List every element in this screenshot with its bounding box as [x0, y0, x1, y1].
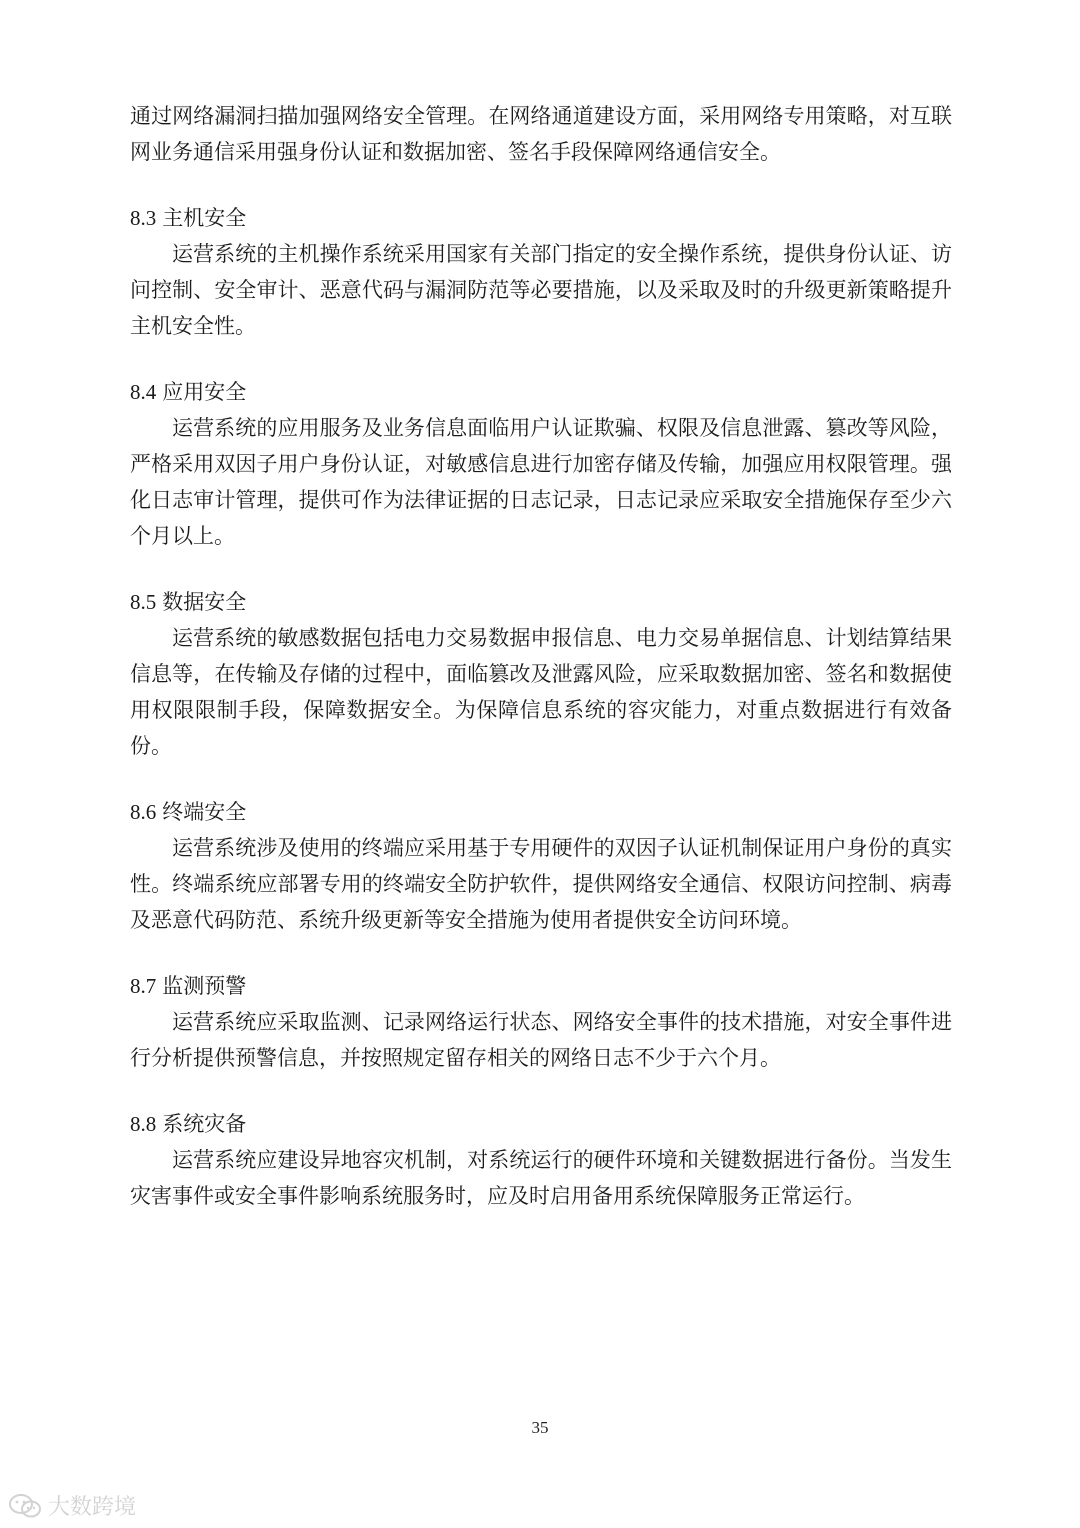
section-title: 系统灾备 — [162, 1112, 247, 1136]
wechat-logo-icon — [8, 1493, 42, 1519]
section-number: 8.6 — [130, 800, 157, 824]
section-title: 数据安全 — [162, 590, 247, 614]
watermark — [8, 1490, 136, 1521]
section-heading — [130, 584, 952, 620]
watermark-text: 大数跨境 — [48, 1495, 137, 1520]
section-title: 监测预警 — [162, 974, 247, 998]
document-page — [130, 98, 952, 1214]
intro-paragraph: 通过网络漏洞扫描加强网络安全管理。在网络通道建设方面，采用网络专用策略，对互联网业务通信采用强身份认证和数据加密、签名手段保障网络通信安全。 — [130, 104, 952, 164]
section-8-6 — [130, 794, 952, 938]
section-heading — [130, 374, 952, 410]
section-heading — [130, 794, 952, 830]
section-title: 终端安全 — [162, 800, 247, 824]
section-8-5 — [130, 584, 952, 764]
section-heading — [130, 968, 952, 1004]
section-number: 8.7 — [130, 974, 157, 998]
section-number: 8.3 — [130, 206, 157, 230]
section-heading — [130, 1106, 952, 1142]
section-body: 运营系统涉及使用的终端应采用基于专用硬件的双因子认证机制保证用户身份的真实性。终端系统应部署专用的终端安全防护软件，提供网络安全通信、权限访问控制、病毒及恶意代码防范、系统升级更新等安全措施为使用者提供安全访问环境。 — [130, 836, 952, 932]
section-body: 运营系统的主机操作系统采用国家有关部门指定的安全操作系统，提供身份认证、访问控制、安全审计、恶意代码与漏洞防范等必要措施，以及采取及时的升级更新策略提升主机安全性。 — [130, 242, 952, 338]
section-heading — [130, 200, 952, 236]
page-number: 35 — [531, 1418, 549, 1437]
section-number: 8.4 — [130, 380, 157, 404]
section-number: 8.8 — [130, 1112, 157, 1136]
section-8-3 — [130, 200, 952, 344]
section-8-7 — [130, 968, 952, 1076]
section-title: 主机安全 — [162, 206, 247, 230]
section-body: 运营系统应建设异地容灾机制，对系统运行的硬件环境和关键数据进行备份。当发生灾害事件或安全事件影响系统服务时，应及时启用备用系统保障服务正常运行。 — [130, 1148, 952, 1208]
section-title: 应用安全 — [162, 380, 247, 404]
section-body: 运营系统的应用服务及业务信息面临用户认证欺骗、权限及信息泄露、篡改等风险，严格采用双因子用户身份认证，对敏感信息进行加密存储及传输，加强应用权限管理。强化日志审计管理，提供可作为法律证据的日志记录，日志记录应采取安全措施保存至少六个月以上。 — [130, 416, 952, 548]
section-body: 运营系统的敏感数据包括电力交易数据申报信息、电力交易单据信息、计划结算结果信息等，在传输及存储的过程中，面临篡改及泄露风险，应采取数据加密、签名和数据使用权限限制手段，保障数据安全。为保障信息系统的容灾能力，对重点数据进行有效备份。 — [130, 626, 952, 758]
section-8-4 — [130, 374, 952, 554]
section-8-8 — [130, 1106, 952, 1214]
section-number: 8.5 — [130, 590, 157, 614]
section-body: 运营系统应采取监测、记录网络运行状态、网络安全事件的技术措施，对安全事件进行分析提供预警信息，并按照规定留存相关的网络日志不少于六个月。 — [130, 1010, 952, 1070]
